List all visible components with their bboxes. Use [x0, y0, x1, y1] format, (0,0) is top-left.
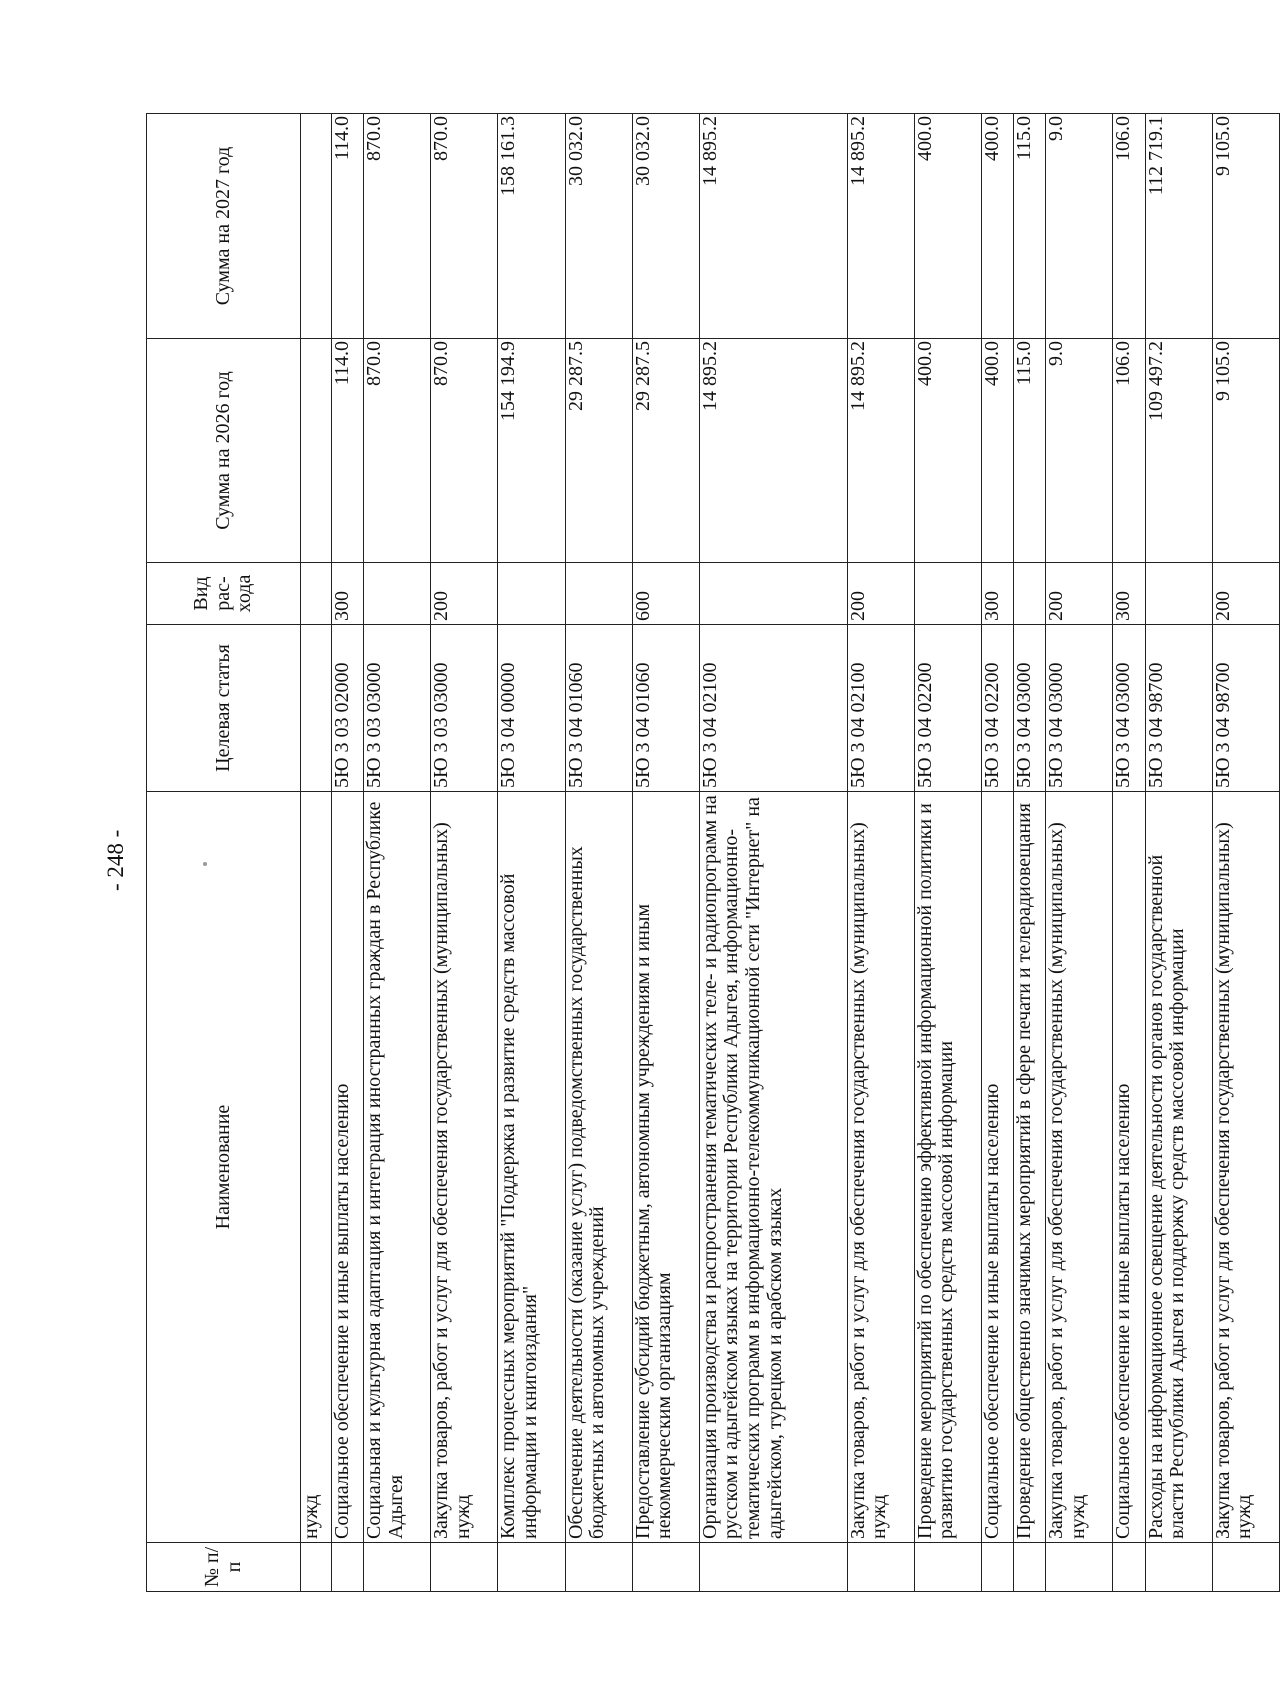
cell-num	[364, 1543, 431, 1592]
cell-name: Социальное обеспечение и иные выплаты населению	[981, 792, 1013, 1543]
cell-name: нужд	[301, 792, 332, 1543]
cell-vid: 300	[1113, 563, 1145, 625]
cell-vid: 200	[1046, 563, 1113, 625]
cell-num	[1212, 1543, 1279, 1592]
cell-code	[301, 625, 332, 792]
cell-vid	[565, 563, 632, 625]
cell-code: 5Ю 3 04 98700	[1145, 625, 1212, 792]
cell-num	[914, 1543, 981, 1592]
page-number: - 248 -	[103, 829, 128, 891]
budget-table	[146, 113, 1280, 1592]
cell-sum-2026: 114.0	[331, 339, 363, 563]
cell-sum-2027: 14 895.2	[847, 114, 914, 339]
cell-name: Проведение общественно значимых мероприятий в сфере печати и телерадиовещания	[1014, 792, 1046, 1543]
cell-num	[1014, 1543, 1046, 1592]
cell-sum-2026: 9 105.0	[1212, 339, 1279, 563]
cell-code: 5Ю 3 03 03000	[431, 625, 498, 792]
cell-sum-2026	[301, 339, 332, 563]
cell-code: 5Ю 3 04 00000	[498, 625, 565, 792]
rotated-table-container	[146, 114, 1280, 1592]
cell-sum-2027: 9.0	[1046, 114, 1113, 339]
cell-name: Закупка товаров, работ и услуг для обеспечения государственных (муниципальных) нужд	[1046, 792, 1113, 1543]
cell-name: Закупка товаров, работ и услуг для обеспечения государственных (муниципальных) нужд	[1212, 792, 1279, 1543]
cell-vid	[1145, 563, 1212, 625]
cell-sum-2026: 106.0	[1113, 339, 1145, 563]
cell-code: 5Ю 3 04 98700	[1212, 625, 1279, 792]
table-row	[1014, 114, 1046, 1592]
cell-sum-2026: 14 895.2	[699, 339, 847, 563]
header-num: № п/п	[147, 1543, 301, 1592]
cell-vid: 300	[981, 563, 1013, 625]
cell-vid	[301, 563, 332, 625]
table-row	[431, 114, 498, 1592]
cell-vid	[498, 563, 565, 625]
header-name: Наименование	[147, 792, 301, 1543]
cell-num	[847, 1543, 914, 1592]
cell-num	[1113, 1543, 1145, 1592]
cell-name: Обеспечение деятельности (оказание услуг) подведомственных государственных бюджетных и автономных учреждений	[565, 792, 632, 1543]
cell-sum-2027: 158 161.3	[498, 114, 565, 339]
cell-vid: 200	[1212, 563, 1279, 625]
cell-sum-2027: 400.0	[981, 114, 1013, 339]
table-row	[331, 114, 363, 1592]
cell-name: Социальная и культурная адаптация и интеграция иностранных граждан в Республике Адыгея	[364, 792, 431, 1543]
cell-sum-2027: 106.0	[1113, 114, 1145, 339]
table-row	[632, 114, 699, 1592]
cell-sum-2026: 400.0	[981, 339, 1013, 563]
cell-num	[699, 1543, 847, 1592]
cell-sum-2027: 14 895.2	[699, 114, 847, 339]
table-header-row	[147, 114, 301, 1592]
cell-sum-2026: 870.0	[364, 339, 431, 563]
table-row	[1113, 114, 1145, 1592]
cell-sum-2026: 870.0	[431, 339, 498, 563]
header-sum-2026: Сумма на 2026 год	[147, 339, 301, 563]
table-row	[847, 114, 914, 1592]
cell-sum-2027: 115.0	[1014, 114, 1046, 339]
cell-sum-2027: 30 032.0	[632, 114, 699, 339]
table-row	[364, 114, 431, 1592]
cell-code: 5Ю 3 04 03000	[1113, 625, 1145, 792]
cell-code: 5Ю 3 04 02200	[981, 625, 1013, 792]
cell-sum-2027: 30 032.0	[565, 114, 632, 339]
cell-code: 5Ю 3 04 02100	[699, 625, 847, 792]
cell-sum-2026: 29 287.5	[632, 339, 699, 563]
cell-vid: 300	[331, 563, 363, 625]
cell-name: Закупка товаров, работ и услуг для обеспечения государственных (муниципальных) нужд	[431, 792, 498, 1543]
cell-sum-2026: 154 194.9	[498, 339, 565, 563]
cell-num	[981, 1543, 1013, 1592]
cell-name: Социальное обеспечение и иные выплаты населению	[1113, 792, 1145, 1543]
cell-sum-2027: 870.0	[431, 114, 498, 339]
cell-code: 5Ю 3 04 03000	[1046, 625, 1113, 792]
cell-sum-2027: 114.0	[331, 114, 363, 339]
cell-name: Социальное обеспечение и иные выплаты населению	[331, 792, 363, 1543]
cell-sum-2027: 400.0	[914, 114, 981, 339]
cell-sum-2026: 14 895.2	[847, 339, 914, 563]
cell-sum-2027	[301, 114, 332, 339]
table-row	[301, 114, 332, 1592]
cell-code: 5Ю 3 04 02100	[847, 625, 914, 792]
cell-name: Предоставление субсидий бюджетным, автономным учреждениям и иным некоммерческим организациям	[632, 792, 699, 1543]
cell-sum-2026: 109 497.2	[1145, 339, 1212, 563]
cell-num	[632, 1543, 699, 1592]
cell-vid: 200	[847, 563, 914, 625]
table-row	[1212, 114, 1279, 1592]
table-row	[914, 114, 981, 1592]
cell-sum-2026: 400.0	[914, 339, 981, 563]
table-row	[565, 114, 632, 1592]
cell-code: 5Ю 3 03 03000	[364, 625, 431, 792]
cell-num	[565, 1543, 632, 1592]
cell-num	[331, 1543, 363, 1592]
table-body	[301, 114, 1280, 1592]
cell-code: 5Ю 3 04 01060	[632, 625, 699, 792]
cell-vid	[1014, 563, 1046, 625]
cell-name: Комплекс процессных мероприятий "Поддержка и развитие средств массовой информации и книгоиздания"	[498, 792, 565, 1543]
table-row	[1046, 114, 1113, 1592]
cell-sum-2026: 115.0	[1014, 339, 1046, 563]
cell-vid: 600	[632, 563, 699, 625]
cell-num	[1046, 1543, 1113, 1592]
table-row	[981, 114, 1013, 1592]
cell-num	[1145, 1543, 1212, 1592]
cell-sum-2027: 112 719.1	[1145, 114, 1212, 339]
cell-num	[498, 1543, 565, 1592]
cell-code: 5Ю 3 03 02000	[331, 625, 363, 792]
header-sum-2027: Сумма на 2027 год	[147, 114, 301, 339]
cell-num	[431, 1543, 498, 1592]
cell-sum-2027: 9 105.0	[1212, 114, 1279, 339]
cell-code: 5Ю 3 04 03000	[1014, 625, 1046, 792]
cell-name: Проведение мероприятий по обеспечению эффективной информационной политики и развитию государственных средств массовой информации	[914, 792, 981, 1543]
cell-vid	[364, 563, 431, 625]
header-vid: Вид рас-хода	[147, 563, 301, 625]
cell-name: Организация производства и распространения тематических теле- и радиопрограмм на русском и адыгейском языках на территории Республики Адыгея, информационно-тематических программ в информационно-телекоммуникационной сети "Интернет" на адыгейском, турецком и арабском языках	[699, 792, 847, 1543]
cell-code: 5Ю 3 04 01060	[565, 625, 632, 792]
cell-vid	[699, 563, 847, 625]
header-code: Целевая статья	[147, 625, 301, 792]
cell-sum-2027: 870.0	[364, 114, 431, 339]
table-row	[1145, 114, 1212, 1592]
cell-num	[301, 1543, 332, 1592]
table-row	[699, 114, 847, 1592]
cell-vid	[914, 563, 981, 625]
cell-code: 5Ю 3 04 02200	[914, 625, 981, 792]
cell-name: Закупка товаров, работ и услуг для обеспечения государственных (муниципальных) нужд	[847, 792, 914, 1543]
cell-vid: 200	[431, 563, 498, 625]
cell-sum-2026: 9.0	[1046, 339, 1113, 563]
cell-name: Расходы на информационное освещение деятельности органов государственной власти Республики Адыгея и поддержку средств массовой информации	[1145, 792, 1212, 1543]
cell-sum-2026: 29 287.5	[565, 339, 632, 563]
table-row	[498, 114, 565, 1592]
